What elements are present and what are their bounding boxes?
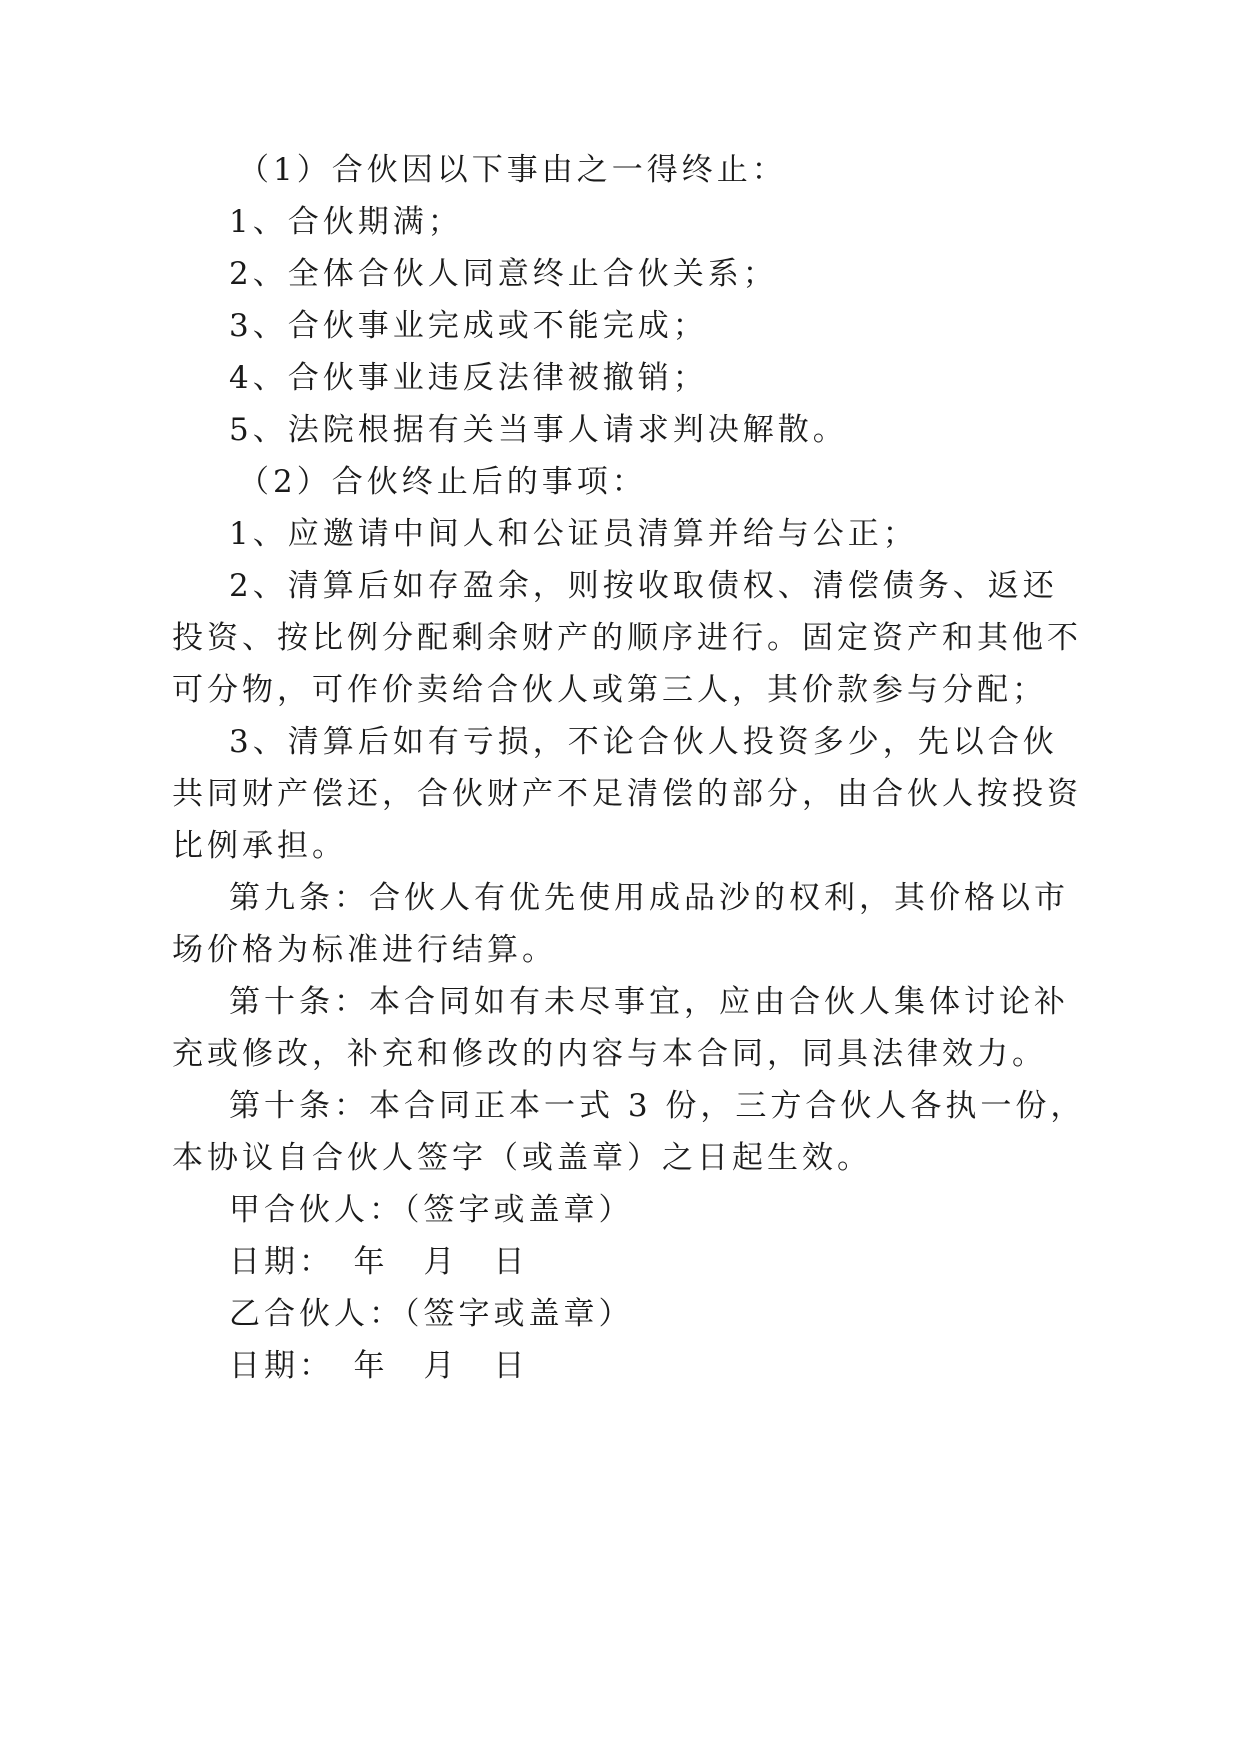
party-a-date: 日期： 年 月 日 xyxy=(229,1244,529,1280)
paragraph-line: 共同财产偿还，合伙财产不足清偿的部分，由合伙人按投资 xyxy=(172,776,1082,812)
list-item: 3、合伙事业完成或不能完成； xyxy=(229,308,708,344)
paragraph-line: 2、清算后如存盈余，则按收取债权、清偿债务、返还 xyxy=(229,568,1058,604)
party-b-date: 日期： 年 月 日 xyxy=(229,1348,529,1384)
article-10-line: 充或修改，补充和修改的内容与本合同，同具法律效力。 xyxy=(172,1036,1047,1072)
article-10-line: 第十条：本合同如有未尽事宜，应由合伙人集体讨论补 xyxy=(229,984,1069,1020)
section-1-heading: （1）合伙因以下事由之一得终止： xyxy=(238,152,787,188)
paragraph-line: 可分物，可作价卖给合伙人或第三人，其价款参与分配； xyxy=(172,672,1047,708)
list-item: 1、合伙期满； xyxy=(229,204,463,240)
article-10b-line: 本协议自合伙人签字（或盖章）之日起生效。 xyxy=(172,1140,872,1176)
party-b-signature: 乙合伙人：（签字或盖章） xyxy=(229,1296,634,1332)
paragraph-line: 3、清算后如有亏损，不论合伙人投资多少，先以合伙 xyxy=(229,724,1058,760)
list-item: 5、法院根据有关当事人请求判决解散。 xyxy=(229,412,848,448)
section-2-heading: （2）合伙终止后的事项： xyxy=(238,464,647,500)
party-a-signature: 甲合伙人：（签字或盖章） xyxy=(229,1192,634,1228)
article-10b-line: 第十条：本合同正本一式 3 份，三方合伙人各执一份， xyxy=(229,1088,1086,1124)
paragraph-line: 投资、按比例分配剩余财产的顺序进行。固定资产和其他不 xyxy=(172,620,1082,656)
article-9-line: 场价格为标准进行结算。 xyxy=(172,932,557,968)
list-item: 1、应邀请中间人和公证员清算并给与公正； xyxy=(229,516,918,552)
article-9-line: 第九条：合伙人有优先使用成品沙的权利，其价格以市 xyxy=(229,880,1069,916)
list-item: 2、全体合伙人同意终止合伙关系； xyxy=(229,256,778,292)
list-item: 4、合伙事业违反法律被撤销； xyxy=(229,360,708,396)
paragraph-line: 比例承担。 xyxy=(172,828,347,864)
